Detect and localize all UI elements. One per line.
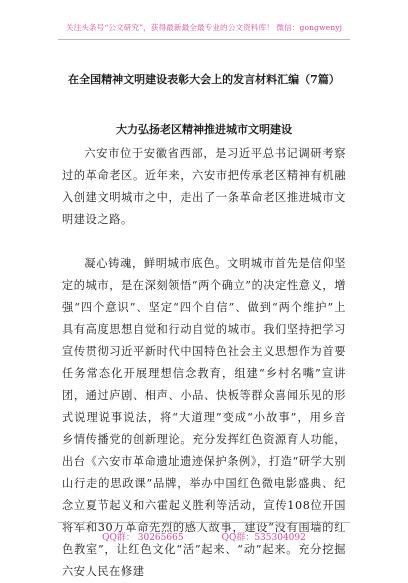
footer-qq-group-1: QQ群： 30265665 — [102, 533, 184, 543]
header-notice: 关注头条号“公文研究”，获得最新最全最专业的公文资料库！ 微信：gongwenyj — [65, 23, 343, 32]
article-title: 大力弘扬老区精神推进城市文明建设 — [116, 123, 292, 136]
footer — [0, 530, 408, 543]
article-body — [62, 143, 346, 583]
footer-qq-group-2: QQ群：535304092 — [221, 533, 306, 543]
footer-divider — [58, 522, 350, 523]
paragraph: 六安市位于安徽省西部，是习近平总书记调研考察过的革命老区。近年来，六安市把传承老区精神有机融入创建文明城市之中，走出了一条革命老区推进城市文明建设之路。 — [62, 147, 346, 226]
paragraph: 凝心铸魂，鲜明城市底色。文明城市首先是信仰坚定的城市，是在深刻领悟“两个确立”的决定性意义，增强“四个意识”、坚定“四个自信”、做到“两个维护”上具有高度思想自觉和行动自觉的城市。我们坚持把学习宣传贯彻习近平新时代中国特色社会主义思想作为首要任务常态化开展理想信念教育，组建“乡村名嘴”宣讲团，通过庐剧、相声、小品、快板等群众喜闻乐见的形式说理说事说法，将“大道理”变成“小故事”，用乡音乡情传播党的创新理论。充分发挥红色资源育人功能，出台《六安市革命遗址遗迹保护条例》，打造“研学大别山行走的思政课”品牌，举办中国红色微电影盛典、纪念立夏节起义和六霍起义胜利等活动，宣传108位开国将军和30万革命先烈的感人故事，建设“没有围墙的红色教室”，让红色文化“活”起来、“动”起来。充分挖掘六安人民在修建 — [62, 257, 346, 578]
header-divider — [58, 39, 350, 40]
document-title: 在全国精神文明建设表彰大会上的发言材料汇编（7篇） — [68, 73, 340, 86]
